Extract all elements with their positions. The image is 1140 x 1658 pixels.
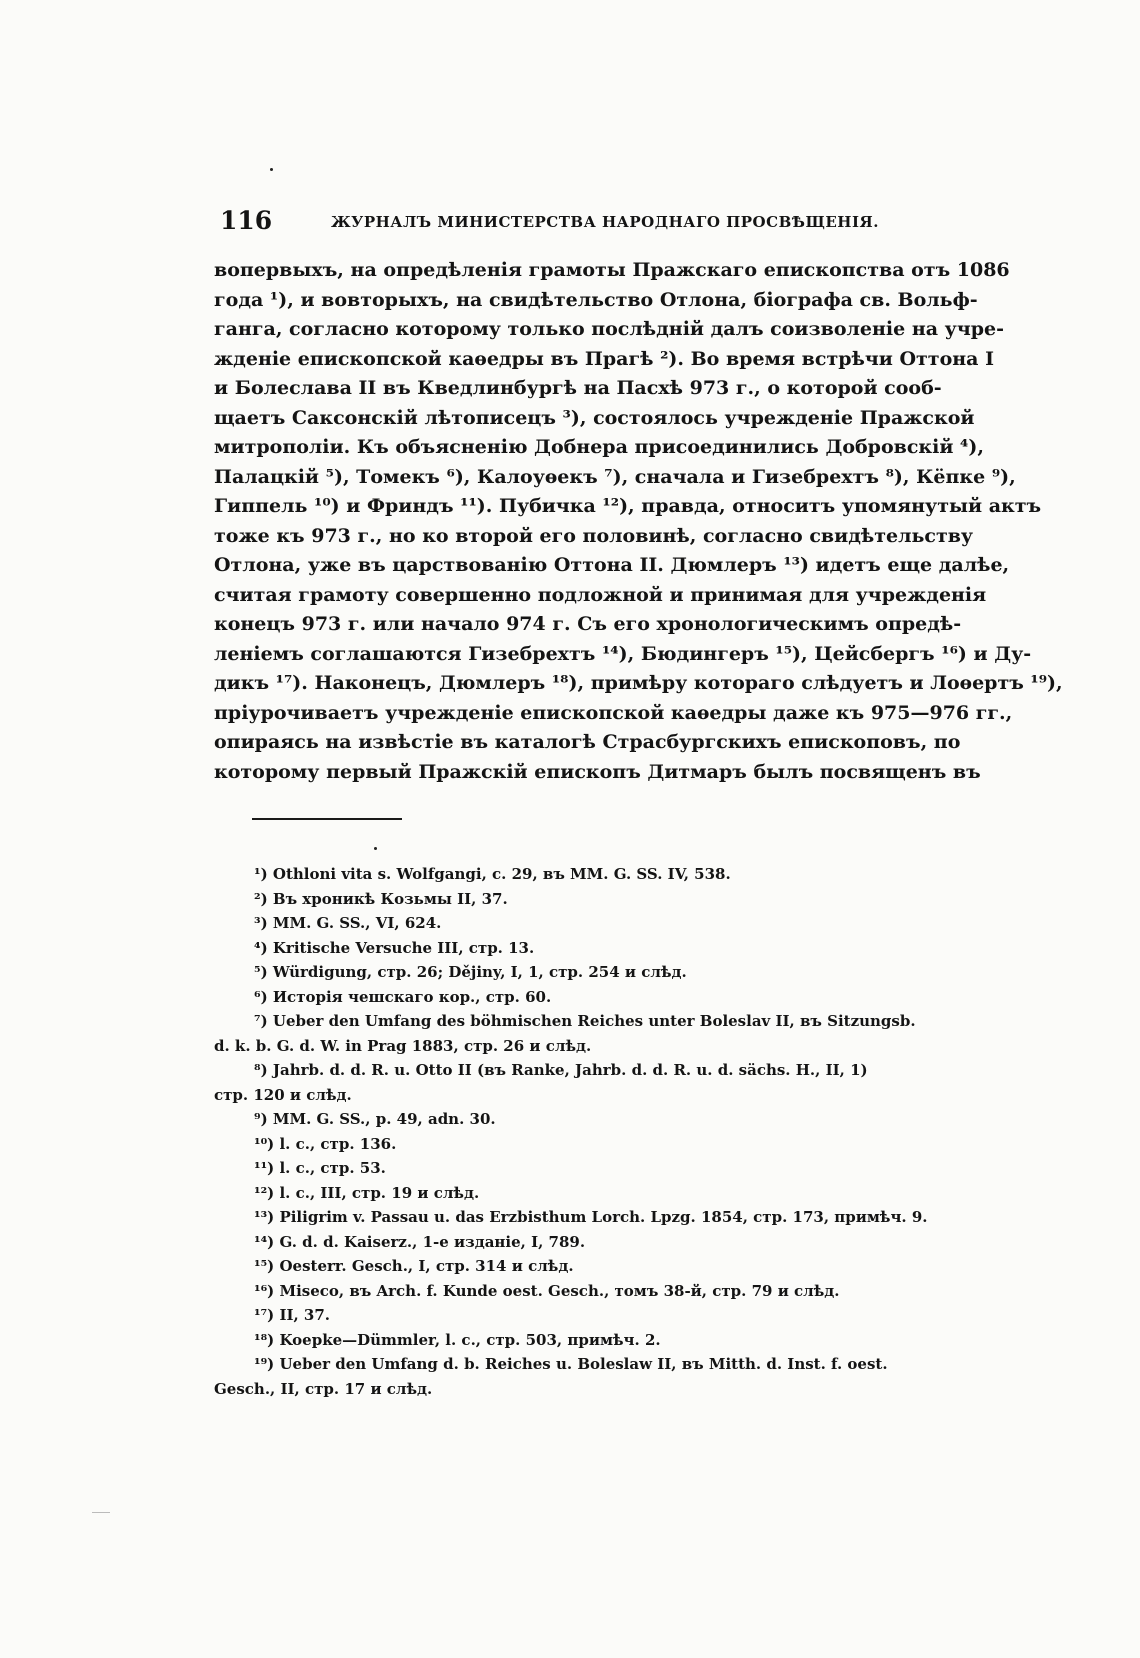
footnote: ¹⁰) l. c., стр. 136. — [254, 1134, 397, 1153]
body-text — [214, 256, 1063, 787]
footnote: ³) MM. G. SS., VI, 624. — [254, 914, 442, 932]
footnote: ²) Въ хроникѣ Козьмы II, 37. — [254, 889, 508, 908]
footnote: ¹¹) l. c., стр. 53. — [254, 1159, 386, 1177]
text-line: конецъ 973 г. или начало 974 г. Съ его хронологическимъ опредѣ- — [214, 613, 962, 635]
page-number: 116 — [220, 206, 273, 235]
footnote: d. k. b. G. d. W. in Prag 1883, стр. 26 и слѣд. — [214, 1036, 592, 1055]
footnote: стр. 120 и слѣд. — [214, 1085, 352, 1104]
footnote: ¹⁴) G. d. d. Kaiserz., 1-е изданіе, I, 789. — [254, 1232, 586, 1251]
text-line: митрополіи. Къ объясненію Добнера присоединились Добровскій ⁴), — [214, 436, 984, 458]
text-line: считая грамоту совершенно подложной и принимая для учрежденія — [214, 583, 987, 606]
stray-mark — [270, 168, 273, 171]
text-line: пріурочиваетъ учрежденіе епископской каѳедры даже къ 975—976 гг., — [214, 701, 1013, 724]
text-line: опираясь на извѣстіе въ каталогѣ Страсбургскихъ епископовъ, по — [214, 731, 961, 753]
text-line: вопервыхъ, на опредѣленія грамоты Пражскаго епископства отъ 1086 — [214, 259, 1010, 281]
page-header — [220, 206, 879, 240]
text-line: тоже къ 973 г., но ко второй его половинѣ, согласно свидѣтельству — [214, 524, 974, 547]
footnote: ⁴) Kritische Versuche III, стр. 13. — [254, 938, 535, 957]
text-line: леніемъ соглашаются Гизебрехтъ ¹⁴), Бюдингеръ ¹⁵), Цейсбергъ ¹⁶) и Ду- — [214, 642, 1032, 665]
stray-mark — [374, 847, 377, 850]
running-title: ЖУРНАЛЪ МИНИСТЕРСТВА НАРОДНАГО ПРОСВѢЩЕНІЯ. — [331, 213, 879, 231]
footnote: Gesch., II, стр. 17 и слѣд. — [214, 1379, 433, 1398]
text-line: дикъ ¹⁷). Наконецъ, Дюмлеръ ¹⁸), примѣру котораго слѣдуетъ и Лоѳертъ ¹⁹), — [214, 672, 1063, 694]
text-line: Гиппель ¹⁰) и Фриндъ ¹¹). Пубичка ¹²), правда, относитъ упомянутый актъ — [214, 495, 1042, 517]
footnote: ⁹) MM. G. SS., p. 49, adn. 30. — [254, 1110, 496, 1128]
text-line: ганга, согласно которому только послѣдній далъ соизволеніе на учре- — [214, 318, 1004, 340]
text-line: и Болеслава II въ Кведлинбургѣ на Пасхѣ 973 г., о которой сооб- — [214, 377, 942, 399]
footnote: ¹³) Piligrim v. Passau u. das Erzbisthum Lorch. Lpzg. 1854, стр. 173, примѣч. 9. — [254, 1208, 928, 1226]
text-line: года ¹), и вовторыхъ, на свидѣтельство Отлона, біографа св. Вольф- — [214, 288, 978, 311]
footnote: ¹) Othloni vita s. Wolfgangi, c. 29, въ MM. G. SS. IV, 538. — [254, 865, 731, 883]
footnote: ¹⁸) Koepke—Dümmler, l. c., стр. 503, примѣч. 2. — [254, 1330, 661, 1349]
footnote: ¹⁶) Miseco, въ Arch. f. Kunde oest. Gesch., томъ 38-й, стр. 79 и слѣд. — [254, 1281, 840, 1300]
footnote-separator — [252, 818, 402, 820]
footnote: ¹⁵) Oesterr. Gesch., I, стр. 314 и слѣд. — [254, 1257, 574, 1275]
footnote: ⁶) Исторія чешскаго кор., стр. 60. — [254, 987, 552, 1006]
text-line: которому первый Пражскій епископъ Дитмаръ былъ посвященъ въ — [214, 760, 981, 783]
footnote: ¹⁷) II, 37. — [254, 1306, 331, 1324]
text-line: жденіе епископской каѳедры въ Прагѣ ²). Во время встрѣчи Оттона I — [214, 347, 994, 370]
footnote: ⁸) Jahrb. d. d. R. u. Otto II (въ Ranke, Jahrb. d. d. R. u. d. sächs. H., II, 1) — [254, 1061, 868, 1079]
footnote: ⁵) Würdigung, стр. 26; Dějiny, I, 1, стр. 254 и слѣд. — [254, 963, 687, 981]
page-edge-mark — [92, 1512, 110, 1513]
footnote: ⁷) Ueber den Umfang des böhmischen Reiches unter Boleslav II, въ Sitzungsb. — [254, 1012, 916, 1030]
footnote: ¹²) l. c., III, стр. 19 и слѣд. — [254, 1183, 480, 1202]
text-line: щаетъ Саксонскій лѣтописецъ ³), состоялось учрежденіе Пражской — [214, 406, 975, 429]
footnote: ¹⁹) Ueber den Umfang d. b. Reiches u. Boleslaw II, въ Mitth. d. Inst. f. oest. — [254, 1355, 888, 1373]
text-line: Отлона, уже въ царствованію Оттона II. Дюмлеръ ¹³) идетъ еще далѣе, — [214, 554, 1010, 576]
text-line: Палацкій ⁵), Томекъ ⁶), Калоуѳекъ ⁷), сначала и Гизебрехтъ ⁸), Кёпке ⁹), — [214, 465, 1016, 488]
footnotes — [214, 862, 928, 1401]
